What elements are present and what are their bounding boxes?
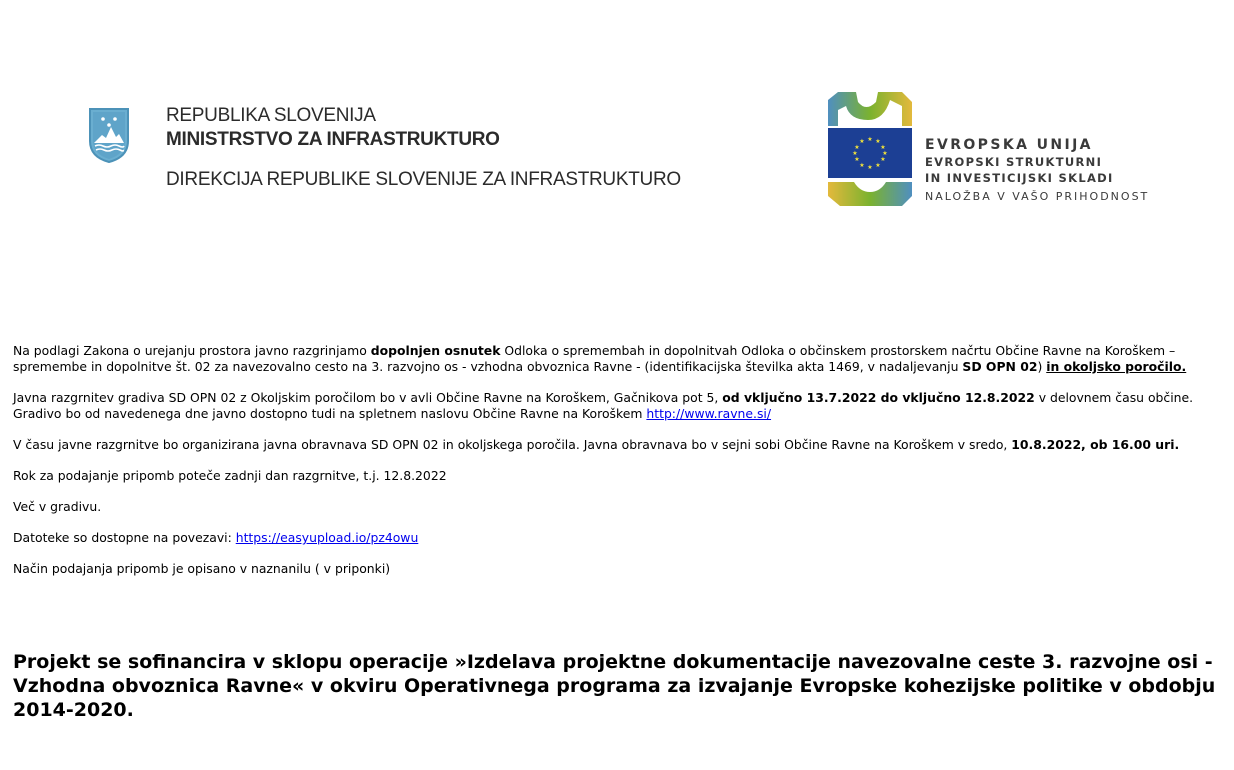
eu-funds-line2: IN INVESTICIJSKI SKLADI [925,171,1114,185]
svg-text:★: ★ [880,144,886,151]
slovenia-header [88,104,688,214]
svg-text:★: ★ [880,156,886,163]
svg-text:★: ★ [859,138,865,145]
svg-text:★: ★ [867,136,873,143]
svg-text:★: ★ [854,156,860,163]
text: V času javne razgrnitve bo organizirana javna obravnava SD OPN 02 in okoljskega poročila. Javna obravnava bo v sejni sobi Občine Ravne na Koroškem v sredo, [13,437,1012,452]
svg-text:★: ★ [875,138,881,145]
announcement-body [13,343,1218,592]
svg-text:★: ★ [875,162,881,169]
paragraph-files [13,530,1218,546]
eu-header [828,90,1168,210]
svg-text:★: ★ [867,164,873,171]
eu-flag-logo-icon [828,90,912,207]
svg-text:★: ★ [852,150,858,157]
svg-text:★: ★ [859,162,865,169]
text: Javna razgrnitev gradiva SD OPN 02 z Okoljskim poročilom bo v avli Občine Ravne na Koroškem, Gačnikova pot 5, [13,390,723,405]
bold-dates: od vključno 13.7.2022 do vključno 12.8.2022 [722,390,1035,405]
svg-text:★: ★ [854,144,860,151]
paragraph-deadline: Rok za podajanje pripomb poteče zadnji dan razgrnitve, t.j. 12.8.2022 [13,468,447,483]
bold-text: SD OPN 02 [962,359,1038,374]
underlined-bold-text: in okoljsko poročilo. [1046,359,1187,374]
paragraph-exhibition [13,390,1218,422]
text: v delovnem času občine. Gradivo bo od navedenega dne javno dostopno tudi na spletnem naslovu Občine Ravne na Koroškem [13,390,1194,421]
text: Na podlagi Zakona o urejanju prostora javno razgrinjamo [13,343,371,358]
paragraph-method: Način podajanja pripomb je opisano v naznanilu ( v priponki) [13,561,391,576]
cofinancing-note: Projekt se sofinancira v sklopu operacije »Izdelava projektne dokumentacije navezovalne ceste 3. razvojne osi - Vzhodna obvoznica Ravne« v okviru Operativnega programa za izvajanje Evropske kohezijske politike v obdobju 2014-2020. [13,651,1216,721]
eu-slogan: NALOŽBA V VAŠO PRIHODNOST [925,190,1150,203]
eu-title: EVROPSKA UNIJA [925,137,1093,153]
slovenia-coat-of-arms-icon [88,107,130,164]
bold-text: dopolnjen osnutek [370,343,501,358]
paragraph-intro [13,343,1218,375]
eu-funds-line1: EVROPSKI STRUKTURNI [925,155,1103,169]
text: Datoteke so dostopne na povezavi: [13,530,236,545]
paragraph-more: Več v gradivu. [13,499,102,514]
text: Odloka o spremembah in dopolnitvah Odloka o občinskem prostorskem načrtu Občine Ravne na Koroškem – spremembe in dopolnitve št. 02 za navezovalno cesto na 3. razvojno os - vzhodna obvoznica Ravne - (identifikacijska številka akta 1469, v nadaljevanju [13,343,1176,374]
ministry-name: MINISTRSTVO ZA INFRASTRUKTURO [166,129,500,150]
directorate-name: DIREKCIJA REPUBLIKE SLOVENIJE ZA INFRASTRUKTURO [166,169,681,190]
ravne-website-link[interactable]: http://www.ravne.si/ [646,406,772,421]
files-download-link[interactable]: https://easyupload.io/pz4owu [235,530,419,545]
republic-name: REPUBLIKA SLOVENIJA [166,105,376,126]
text: ) [1037,359,1047,374]
svg-text:★: ★ [882,150,888,157]
paragraph-hearing [13,437,1218,453]
bold-hearing-date: 10.8.2022, ob 16.00 uri. [1011,437,1180,452]
